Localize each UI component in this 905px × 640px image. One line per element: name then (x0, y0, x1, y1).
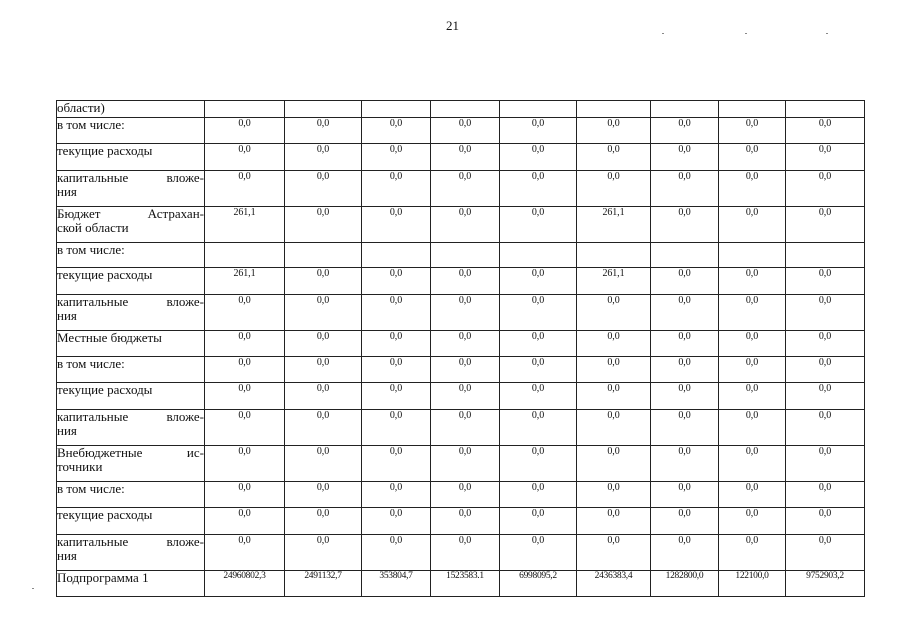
value-cell: 0,0 (651, 410, 719, 446)
value-cell: 0,0 (362, 357, 431, 383)
value-cell: 0,0 (205, 535, 285, 571)
table-row (57, 295, 865, 331)
value-cell: 0,0 (786, 383, 865, 410)
value-cell: 2491132,7 (285, 571, 362, 597)
table-row (57, 357, 865, 383)
value-cell: 0,0 (651, 357, 719, 383)
scan-speck (32, 588, 34, 589)
table-row (57, 446, 865, 482)
value-cell: 0,0 (500, 331, 577, 357)
value-cell: 0,0 (577, 144, 651, 171)
row-label-line: точники (57, 459, 103, 474)
row-label: текущие расходы (57, 508, 205, 535)
value-cell: 0,0 (786, 207, 865, 243)
value-cell: 0,0 (285, 383, 362, 410)
value-cell: 0,0 (500, 207, 577, 243)
value-cell: 0,0 (205, 295, 285, 331)
value-cell: 0,0 (205, 144, 285, 171)
value-cell: 0,0 (577, 446, 651, 482)
scan-speck (826, 33, 828, 34)
row-label-line: капитальные вложе- (57, 534, 204, 549)
value-cell (500, 243, 577, 268)
value-cell: 0,0 (205, 118, 285, 144)
value-cell: 0,0 (719, 410, 786, 446)
value-cell: 0,0 (205, 446, 285, 482)
value-cell: 0,0 (651, 171, 719, 207)
budget-table (56, 100, 865, 597)
value-cell: 6998095,2 (500, 571, 577, 597)
value-cell: 0,0 (285, 331, 362, 357)
value-cell: 0,0 (500, 482, 577, 508)
value-cell: 0,0 (651, 508, 719, 535)
value-cell: 261,1 (205, 207, 285, 243)
value-cell: 0,0 (285, 268, 362, 295)
value-cell: 0,0 (651, 118, 719, 144)
value-cell: 0,0 (431, 482, 500, 508)
value-cell (786, 243, 865, 268)
value-cell: 0,0 (786, 171, 865, 207)
table-row (57, 171, 865, 207)
value-cell: 0,0 (577, 535, 651, 571)
value-cell: 0,0 (651, 446, 719, 482)
value-cell: 0,0 (431, 331, 500, 357)
value-cell: 1282800,0 (651, 571, 719, 597)
value-cell: 0,0 (362, 410, 431, 446)
value-cell: 0,0 (719, 482, 786, 508)
value-cell: 0,0 (362, 331, 431, 357)
value-cell: 0,0 (500, 383, 577, 410)
value-cell: 0,0 (719, 118, 786, 144)
row-label-line: Внебюджетные ис- (57, 445, 204, 460)
value-cell: 0,0 (651, 144, 719, 171)
value-cell (285, 101, 362, 118)
value-cell: 0,0 (285, 410, 362, 446)
value-cell (205, 243, 285, 268)
value-cell: 0,0 (431, 118, 500, 144)
value-cell: 261,1 (205, 268, 285, 295)
value-cell: 0,0 (651, 268, 719, 295)
value-cell: 0,0 (719, 446, 786, 482)
value-cell: 0,0 (431, 446, 500, 482)
value-cell: 0,0 (285, 118, 362, 144)
value-cell: 0,0 (577, 357, 651, 383)
value-cell: 0,0 (205, 331, 285, 357)
value-cell: 0,0 (285, 508, 362, 535)
value-cell: 0,0 (577, 508, 651, 535)
value-cell: 0,0 (651, 331, 719, 357)
table-row (57, 482, 865, 508)
value-cell: 0,0 (205, 357, 285, 383)
row-label (57, 535, 205, 571)
value-cell: 9752903,2 (786, 571, 865, 597)
row-label (57, 410, 205, 446)
value-cell (651, 101, 719, 118)
value-cell: 0,0 (577, 383, 651, 410)
value-cell: 0,0 (362, 207, 431, 243)
scan-speck (662, 33, 664, 34)
value-cell: 0,0 (786, 535, 865, 571)
value-cell: 0,0 (431, 357, 500, 383)
value-cell: 0,0 (577, 331, 651, 357)
value-cell: 0,0 (362, 383, 431, 410)
value-cell: 0,0 (500, 295, 577, 331)
value-cell: 0,0 (362, 171, 431, 207)
value-cell: 0,0 (362, 508, 431, 535)
row-label-line: капитальные вложе- (57, 294, 204, 309)
value-cell: 0,0 (719, 144, 786, 171)
value-cell: 0,0 (431, 144, 500, 171)
value-cell: 0,0 (651, 295, 719, 331)
value-cell: 0,0 (651, 383, 719, 410)
value-cell: 0,0 (786, 268, 865, 295)
value-cell: 0,0 (719, 331, 786, 357)
value-cell (500, 101, 577, 118)
value-cell: 0,0 (577, 118, 651, 144)
value-cell: 0,0 (577, 482, 651, 508)
row-label-line: ния (57, 308, 77, 323)
value-cell: 0,0 (577, 295, 651, 331)
row-label-line: ния (57, 423, 77, 438)
row-label: Подпрограмма 1 (57, 571, 205, 597)
row-label-line: капитальные вложе- (57, 409, 204, 424)
value-cell: 0,0 (500, 357, 577, 383)
value-cell (719, 101, 786, 118)
value-cell: 0,0 (500, 171, 577, 207)
row-label: в том числе: (57, 482, 205, 508)
page-number: 21 (446, 18, 459, 33)
row-label: в том числе: (57, 118, 205, 144)
value-cell: 0,0 (786, 508, 865, 535)
table-row (57, 268, 865, 295)
value-cell: 0,0 (285, 482, 362, 508)
value-cell: 24960802,3 (205, 571, 285, 597)
value-cell: 0,0 (205, 383, 285, 410)
value-cell: 0,0 (786, 357, 865, 383)
row-label-line: капитальные вложе- (57, 170, 204, 185)
value-cell: 0,0 (431, 410, 500, 446)
value-cell: 261,1 (577, 268, 651, 295)
table-row (57, 118, 865, 144)
value-cell: 0,0 (205, 508, 285, 535)
table-row (57, 243, 865, 268)
value-cell (651, 243, 719, 268)
value-cell: 0,0 (786, 482, 865, 508)
value-cell: 1523583.1 (431, 571, 500, 597)
table-row (57, 571, 865, 597)
row-label-line: ской области (57, 220, 129, 235)
value-cell: 0,0 (500, 410, 577, 446)
row-label: в том числе: (57, 357, 205, 383)
value-cell: 0,0 (285, 171, 362, 207)
row-label: в том числе: (57, 243, 205, 268)
value-cell: 0,0 (362, 144, 431, 171)
value-cell (577, 243, 651, 268)
value-cell: 0,0 (431, 207, 500, 243)
value-cell: 0,0 (205, 482, 285, 508)
row-label (57, 207, 205, 243)
table-row (57, 144, 865, 171)
table-row (57, 508, 865, 535)
value-cell: 0,0 (285, 207, 362, 243)
value-cell: 0,0 (362, 295, 431, 331)
table-row (57, 207, 865, 243)
value-cell: 0,0 (577, 171, 651, 207)
value-cell: 0,0 (431, 295, 500, 331)
value-cell: 0,0 (285, 144, 362, 171)
value-cell: 0,0 (577, 410, 651, 446)
value-cell: 0,0 (205, 410, 285, 446)
value-cell: 0,0 (285, 357, 362, 383)
value-cell: 0,0 (431, 383, 500, 410)
value-cell: 0,0 (362, 118, 431, 144)
row-label-line: ния (57, 548, 77, 563)
value-cell: 0,0 (362, 268, 431, 295)
value-cell: 0,0 (362, 482, 431, 508)
table-row (57, 383, 865, 410)
row-label: текущие расходы (57, 144, 205, 171)
budget-table-body (57, 101, 865, 597)
value-cell: 0,0 (719, 508, 786, 535)
value-cell (362, 101, 431, 118)
value-cell: 0,0 (786, 295, 865, 331)
value-cell (577, 101, 651, 118)
value-cell: 0,0 (431, 171, 500, 207)
value-cell: 122100,0 (719, 571, 786, 597)
table-row (57, 101, 865, 118)
table-row (57, 331, 865, 357)
value-cell: 0,0 (786, 446, 865, 482)
value-cell: 0,0 (651, 482, 719, 508)
value-cell: 0,0 (431, 268, 500, 295)
row-label (57, 171, 205, 207)
value-cell: 0,0 (719, 295, 786, 331)
row-label: текущие расходы (57, 383, 205, 410)
value-cell: 0,0 (285, 535, 362, 571)
table-row (57, 410, 865, 446)
value-cell: 0,0 (786, 144, 865, 171)
value-cell: 0,0 (786, 118, 865, 144)
value-cell: 0,0 (500, 508, 577, 535)
value-cell (285, 243, 362, 268)
value-cell: 0,0 (285, 295, 362, 331)
value-cell: 0,0 (431, 535, 500, 571)
value-cell: 0,0 (362, 446, 431, 482)
value-cell: 0,0 (786, 331, 865, 357)
value-cell (431, 101, 500, 118)
value-cell: 0,0 (719, 383, 786, 410)
value-cell: 0,0 (205, 171, 285, 207)
value-cell: 0,0 (651, 535, 719, 571)
value-cell: 0,0 (500, 268, 577, 295)
value-cell (431, 243, 500, 268)
row-label (57, 446, 205, 482)
value-cell (719, 243, 786, 268)
table-row (57, 535, 865, 571)
value-cell (205, 101, 285, 118)
value-cell: 0,0 (719, 171, 786, 207)
row-label-line: ния (57, 184, 77, 199)
value-cell: 0,0 (786, 410, 865, 446)
row-label (57, 295, 205, 331)
scan-speck (745, 33, 747, 34)
value-cell: 0,0 (285, 446, 362, 482)
value-cell: 0,0 (651, 207, 719, 243)
value-cell: 0,0 (431, 508, 500, 535)
value-cell (786, 101, 865, 118)
row-label-line: Бюджет Астрахан- (57, 206, 204, 221)
value-cell: 0,0 (719, 357, 786, 383)
value-cell: 0,0 (719, 207, 786, 243)
value-cell: 0,0 (500, 446, 577, 482)
row-label: текущие расходы (57, 268, 205, 295)
value-cell: 0,0 (362, 535, 431, 571)
row-label: области) (57, 101, 205, 118)
value-cell: 2436383,4 (577, 571, 651, 597)
value-cell: 0,0 (500, 535, 577, 571)
value-cell: 0,0 (719, 535, 786, 571)
row-label: Местные бюджеты (57, 331, 205, 357)
value-cell (362, 243, 431, 268)
value-cell: 353804,7 (362, 571, 431, 597)
value-cell: 261,1 (577, 207, 651, 243)
value-cell: 0,0 (500, 118, 577, 144)
value-cell: 0,0 (500, 144, 577, 171)
value-cell: 0,0 (719, 268, 786, 295)
